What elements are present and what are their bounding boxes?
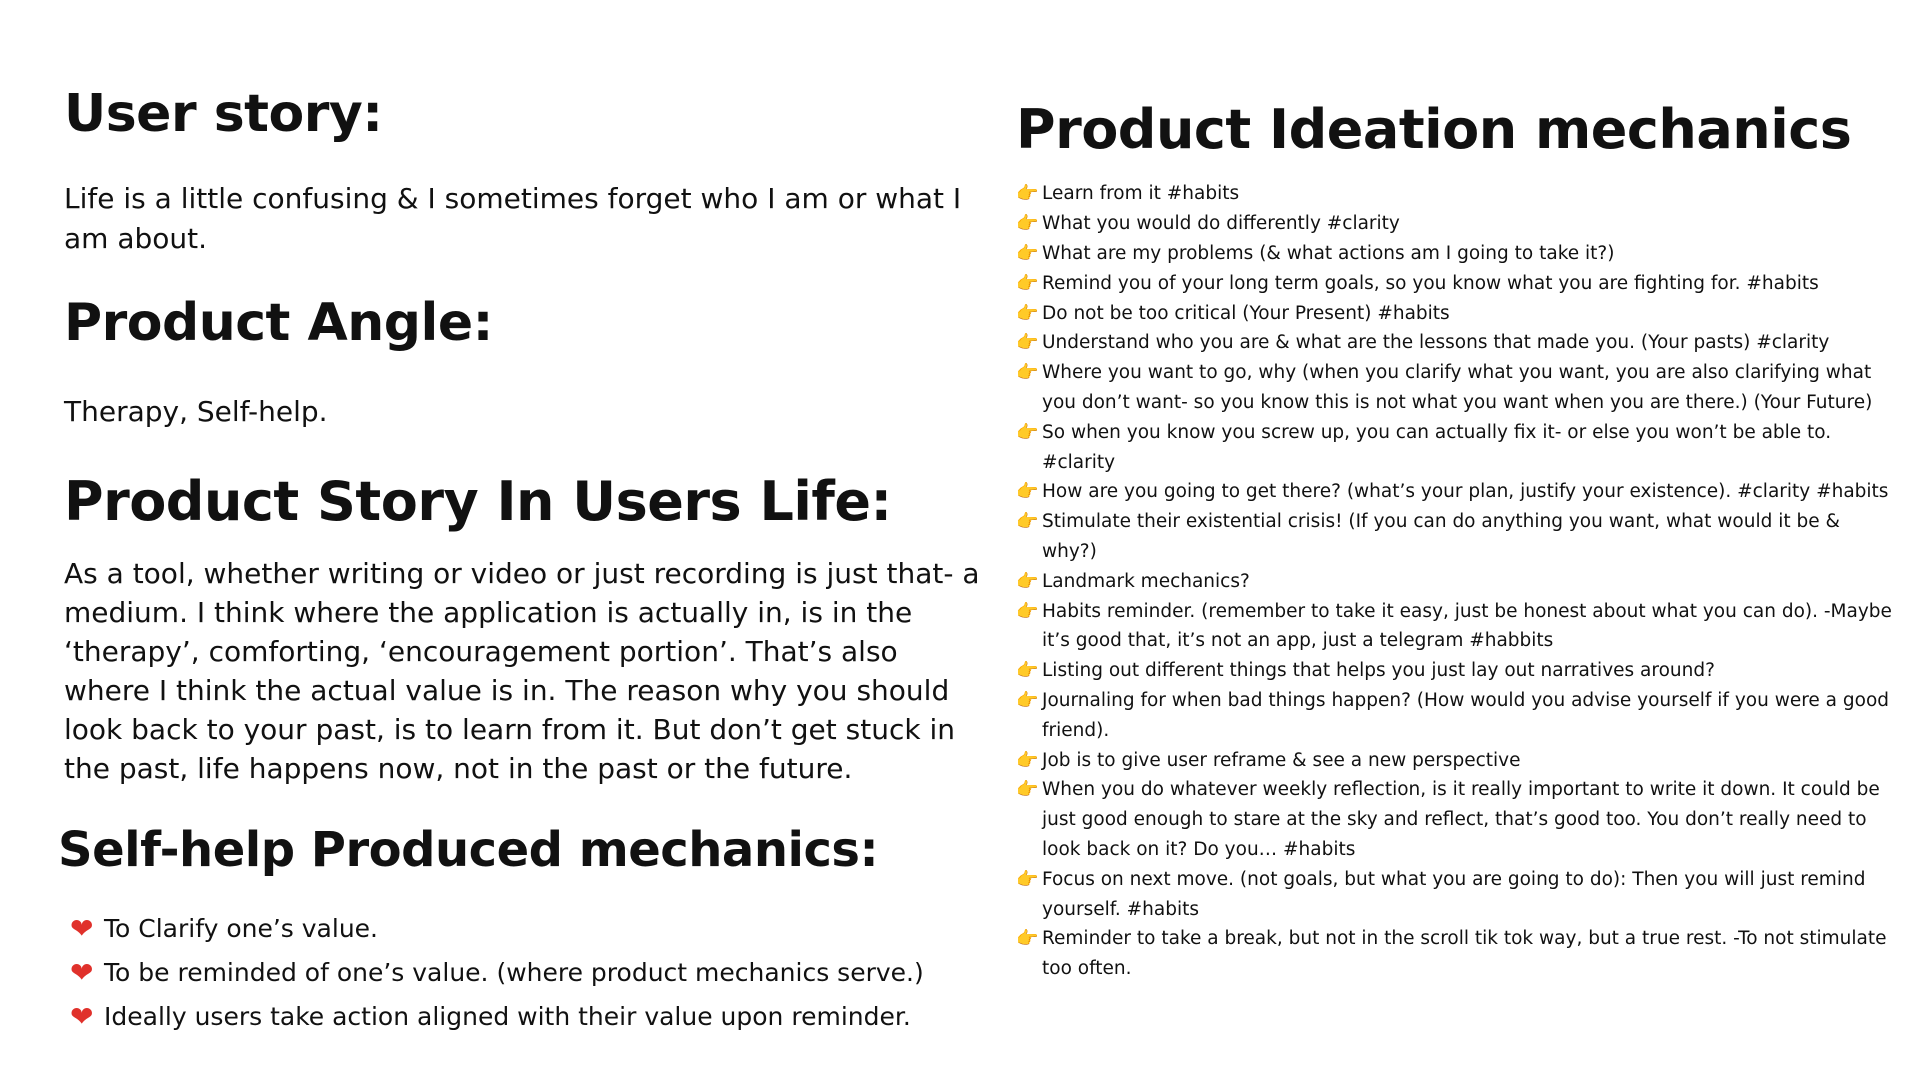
- pointing-hand-icon: 👉: [1016, 272, 1039, 294]
- list-item-text: Habits reminder. (remember to take it easy, just be honest about what you can do). -Maybe it’s good that, it’s not an app, just a telegram #habbits: [1042, 600, 1892, 652]
- list-item: [1016, 209, 1896, 239]
- list-item-text: To Clarify one’s value.: [104, 913, 378, 943]
- list-item: [1016, 299, 1896, 329]
- list-item: [1016, 179, 1896, 209]
- pointing-hand-icon: 👉: [1016, 183, 1039, 205]
- list-item: [1016, 269, 1896, 299]
- product-story-text: As a tool, whether writing or video or just recording is just that- a medium. I think where the application is actually in, is in the ‘therapy’, comforting, ‘encouragement portion’. That’s also where I think the actual value is in. The reason why you should look back to your past, is to learn from it. But don’t get stuck in the past, life happens now, not in the past or the future.: [64, 556, 980, 785]
- list-item: [1016, 477, 1896, 507]
- product-story-heading: Product Story In Users Life:: [64, 470, 892, 534]
- product-angle-text: Therapy, Self-help.: [64, 395, 328, 429]
- list-item-text: Remind you of your long term goals, so you know what you are fighting for. #habits: [1042, 272, 1819, 294]
- list-item: [70, 995, 984, 1039]
- list-item-text: Do not be too critical (Your Present) #habits: [1042, 302, 1450, 324]
- pointing-hand-icon: 👉: [1016, 481, 1039, 503]
- list-item-text: When you do whatever weekly reflection, is it really important to write it down. It could be just good enough to stare at the sky and reflect, that’s good too. You don’t really need to look back on it? Do you… #habits: [1042, 779, 1880, 860]
- list-item: [1016, 775, 1896, 864]
- list-item-text: What you would do differently #clarity: [1042, 213, 1400, 235]
- ideation-heading: Product Ideation mechanics: [1016, 98, 1852, 161]
- pointing-hand-icon: 👉: [1016, 362, 1039, 384]
- list-item: [1016, 567, 1896, 597]
- list-item-text: How are you going to get there? (what’s your plan, justify your existence). #clarity #habits: [1042, 481, 1889, 503]
- pointing-hand-icon: 👉: [1016, 302, 1039, 324]
- list-item-text: Understand who you are & what are the lessons that made you. (Your pasts) #clarity: [1042, 332, 1830, 354]
- pointing-hand-icon: 👉: [1016, 868, 1039, 890]
- pointing-hand-icon: 👉: [1016, 749, 1039, 771]
- list-item: [1016, 924, 1896, 984]
- pointing-hand-icon: 👉: [1016, 600, 1039, 622]
- list-item-text: Ideally users take action aligned with their value upon reminder.: [104, 1001, 911, 1031]
- list-item-text: Stimulate their existential crisis! (If you can do anything you want, what would it be & why?): [1042, 511, 1840, 562]
- list-item-text: What are my problems (& what actions am I going to take it?): [1042, 242, 1615, 264]
- list-item-text: To be reminded of one’s value. (where product mechanics serve.): [104, 957, 924, 987]
- list-item: [1016, 865, 1896, 925]
- list-item-text: Learn from it #habits: [1042, 183, 1240, 205]
- pointing-hand-icon: 👉: [1016, 213, 1039, 235]
- list-item: [1016, 746, 1896, 776]
- pointing-hand-icon: 👉: [1016, 332, 1039, 354]
- list-item: [1016, 418, 1896, 478]
- product-angle-heading: Product Angle:: [64, 293, 493, 354]
- list-item: [1016, 597, 1896, 657]
- pointing-hand-icon: 👉: [1016, 660, 1039, 682]
- list-item: [1016, 239, 1896, 269]
- list-item: [70, 951, 984, 995]
- list-item-text: So when you know you screw up, you can actually fix it- or else you won’t be able to. #clarity: [1042, 421, 1832, 473]
- list-item-text: Landmark mechanics?: [1042, 570, 1250, 592]
- right-column: [1016, 100, 1896, 984]
- pointing-hand-icon: 👉: [1016, 570, 1039, 592]
- heart-icon: ❤: [70, 999, 94, 1033]
- list-item: [1016, 686, 1896, 746]
- heart-icon: ❤: [70, 955, 94, 989]
- pointing-hand-icon: 👉: [1016, 928, 1039, 950]
- user-story-heading: User story:: [64, 84, 383, 144]
- list-item: [1016, 656, 1896, 686]
- list-item-text: Listing out different things that helps you just lay out narratives around?: [1042, 660, 1715, 682]
- list-item-text: Focus on next move. (not goals, but what you are going to do): Then you will just remind yourself. #habits: [1042, 868, 1866, 920]
- list-item: [1016, 507, 1896, 567]
- list-item-text: Journaling for when bad things happen? (How would you advise yourself if you were a good friend).: [1042, 689, 1890, 741]
- self-help-heading: Self-help Produced mechanics:: [58, 821, 879, 878]
- pointing-hand-icon: 👉: [1016, 779, 1039, 801]
- ideation-list: [1016, 179, 1896, 984]
- pointing-hand-icon: 👉: [1016, 511, 1039, 533]
- heart-icon: ❤: [70, 911, 94, 945]
- list-item: [70, 907, 984, 951]
- pointing-hand-icon: 👉: [1016, 421, 1039, 443]
- self-help-list: [70, 907, 984, 1039]
- list-item-text: Reminder to take a break, but not in the scroll tik tok way, but a true rest. -To not stimulate too often.: [1042, 928, 1887, 980]
- list-item-text: Where you want to go, why (when you clarify what you want, you are also clarifying what you don’t want- so you know this is not what you want when you are there.) (Your Future): [1042, 362, 1873, 413]
- list-item: [1016, 358, 1896, 418]
- pointing-hand-icon: 👉: [1016, 242, 1039, 264]
- list-item: [1016, 328, 1896, 358]
- list-item-text: Job is to give user reframe & see a new perspective: [1042, 749, 1521, 771]
- pointing-hand-icon: 👉: [1016, 689, 1039, 711]
- user-story-text: Life is a little confusing & I sometimes forget who I am or what I am about.: [64, 182, 962, 256]
- left-column: [58, 84, 984, 1039]
